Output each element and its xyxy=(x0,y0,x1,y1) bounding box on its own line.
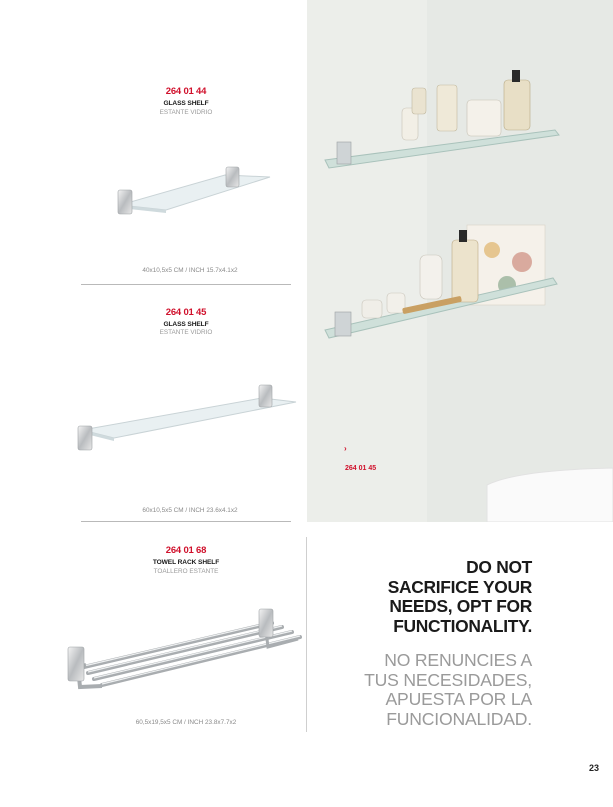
product-dimensions: 60,5x19,5x5 CM / INCH 23.8x7.7x2 xyxy=(135,719,237,726)
product-dimensions: 40x10,5x5 CM / INCH 15.7x4.1x2 xyxy=(142,267,238,274)
headline-line: FUNCTIONALITY. xyxy=(393,615,532,636)
product-name: GLASS SHELF xyxy=(163,100,209,107)
headline-line: DO NOT xyxy=(466,557,532,577)
headline-es-line: FUNCIONALIDAD. xyxy=(386,708,532,729)
headline-es-line: NO RENUNCIES A xyxy=(384,650,532,670)
product-code: 264 01 45 xyxy=(165,307,207,318)
product-name: TOWEL RACK SHELF xyxy=(152,559,220,566)
headline-en xyxy=(272,558,532,636)
headline-line: SACRIFICE YOUR xyxy=(387,576,532,597)
photo-product-label: 264 01 45 xyxy=(345,465,377,472)
headline-es-line: APUESTA POR LA xyxy=(385,689,532,710)
photo-scene xyxy=(307,0,613,522)
glass-shelf-40-image xyxy=(110,160,290,230)
product-name-es: ESTANTE VIDRIO xyxy=(159,329,213,336)
product-code: 264 01 68 xyxy=(165,545,207,556)
product-dimensions: 60x10,5x5 CM / INCH 23.6x4.1x2 xyxy=(142,507,238,514)
product-name: GLASS SHELF xyxy=(163,321,209,328)
headline-es-line: TUS NECESIDADES, xyxy=(364,669,532,690)
headline-line: NEEDS, OPT FOR xyxy=(389,596,532,617)
towel-rack-shelf-image xyxy=(62,595,307,705)
glass-shelf-60-image xyxy=(72,378,302,458)
product-name-es: TOALLERO ESTANTE xyxy=(153,568,219,575)
divider xyxy=(81,284,291,285)
divider xyxy=(81,521,291,522)
bathroom-shelves-photo xyxy=(307,0,613,522)
marker-icon: › xyxy=(344,444,347,453)
product-code: 264 01 44 xyxy=(165,86,207,97)
product-name-es: ESTANTE VIDRIO xyxy=(159,109,213,116)
headline-es xyxy=(272,651,532,729)
page-number: 23 xyxy=(588,763,599,773)
